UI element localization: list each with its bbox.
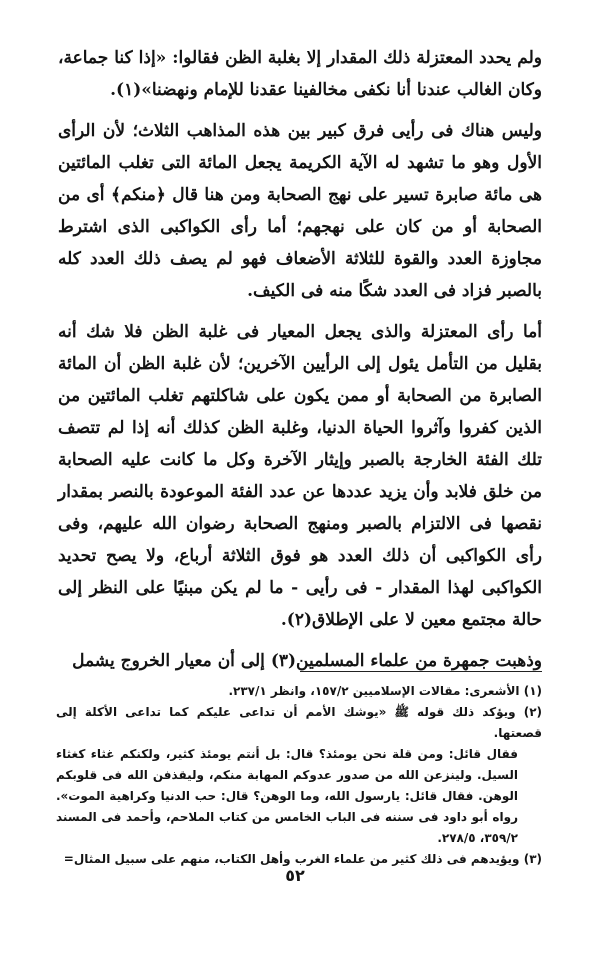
footnotes [56, 681, 542, 870]
paragraph-4: وذهبت جمهرة من علماء المسلمين(٣) إلى أن معيار الخروج يشمل [72, 651, 542, 671]
footnote-2-first-line: (٢) ويؤكد ذلك قوله ﷺ «يوشك الأمم أن تداعى عليكم كما تداعى الأكلة إلى قصعتها. [56, 705, 542, 740]
footnote-2-continuation: فقال قائل: ومن قلة نحن يومئذ؟ قال: بل أنتم يومئذ كثير، ولكنكم غثاء كغثاء السيل. ولينزعن الله من صدور عدوكم المهابة منكم، وليقذفن الله فى قلوبكم الوهن. فقال قائل: يارسول الله، وما الوهن؟ قال: حب الدنيا وكراهية الموت». رواه أبو داود فى سننه فى الباب الخامس من كتاب الملاحم، وأحمد فى المسند ٣٥٩/٢، ٢٧٨/٥. [56, 747, 518, 845]
page-number: ٥٢ [285, 866, 305, 885]
main-text [58, 42, 542, 677]
footnote-divider [300, 671, 542, 672]
footnote-1: (١) الأشعرى: مقالات الإسلاميين ١٥٧/٢، وانظر ٢٣٧/١. [228, 684, 542, 698]
paragraph-2: وليس هناك فى رأيى فرق كبير بين هذه المذاهب الثلاث؛ لأن الرأى الأول وهو ما تشهد له الآية الكريمة يجعل المائة التى تغلب المائتين هى مائة صابرة تسير على نهج الصحابة ومن هنا قال ﴿منكم﴾ أى من الصحابة أو من كان على نهجهم؛ أما رأى الكواكبى الذى اشترط مجاوزة العدد والقوة للثلاثة الأضعاف فهو لم يصف ذلك العدد كله بالصبر فزاد فى العدد شكًا منه فى الكيف. [58, 121, 542, 301]
footnote-3: (٣) ويؤيدهم فى ذلك كثير من علماء الغرب وأهل الكتاب، منهم على سبيل المثال= [63, 852, 542, 866]
paragraph-3: أما رأى المعتزلة والذى يجعل المعيار فى غلبة الظن فلا شك أنه بقليل من التأمل يئول إلى الرأيين الآخرين؛ لأن غلبة الظن أن المائة الصابرة من الصحابة أو ممن يكون على شاكلتهم تغلب المائتين من الذين كفروا وآثروا الحياة الدنيا، وغلبة الظن كذلك أنه إذا لم تتصف تلك الفئة الخارجة بالصبر وإيثار الآخرة وكل ما كانت عليه الصحابة من خلق فلابد وأن يزيد عددها عن عدد الفئة الموعودة بالنصر بمقدار نقصها فى الالتزام بالصبر ومنهج الصحابة رضوان الله عليهم، وفى رأى الكواكبى أن ذلك العدد هو فوق الثلاثة أرباع، ولا يصح تحديد الكواكبى لهذا المقدار - فى رأيى - ما لم يكن مبنيًا على النظر إلى حالة مجتمع معين لا على الإطلاق(٢). [58, 322, 542, 630]
paragraph-1: ولم يحدد المعتزلة ذلك المقدار إلا بغلبة الظن فقالوا: «إذا كنا جماعة، وكان الغالب عندنا أنا نكفى مخالفينا عقدنا للإمام ونهضنا»(١). [58, 48, 542, 100]
